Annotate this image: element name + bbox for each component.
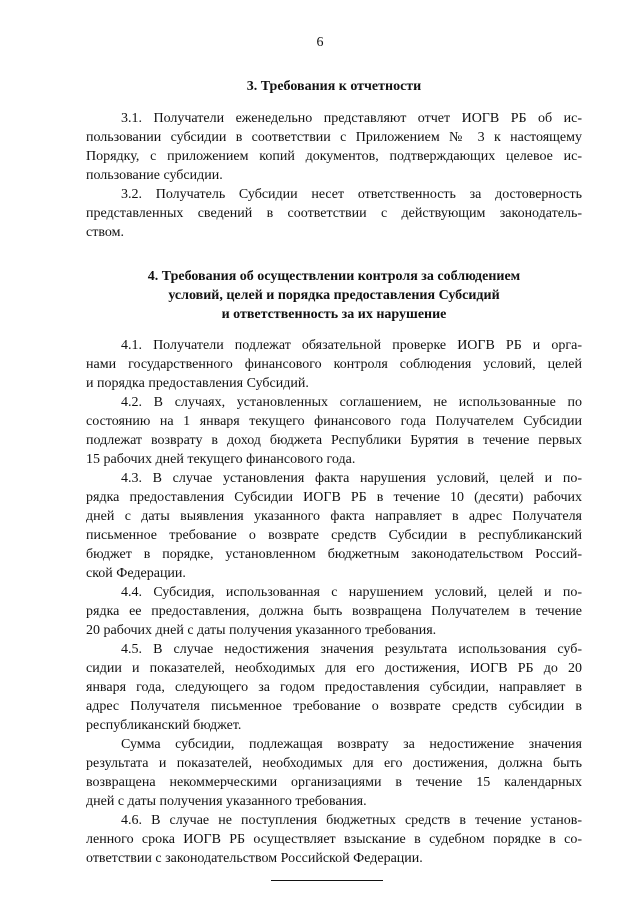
paragraph-line: возвращена некоммерческими организациями в течение 15 календарных [86,775,582,790]
paragraph-line: ской Федерации. [86,566,186,581]
paragraph-line: 3.2. Получатель Субсидии несет ответственность за достоверность [121,187,582,202]
paragraph-line: 3.1. Получатели еженедельно представляют отчет ИОГВ РБ об ис- [121,111,582,126]
page-number: 6 [316,35,324,50]
paragraph-line: бюджет в порядке, установленном бюджетным законодательством Россий- [86,547,582,562]
paragraph-line: нами государственного финансового контроля соблюдения условий, целей [86,357,582,372]
paragraph-line: результата и показателей, необходимых для его достижения, должна быть [86,756,582,771]
paragraph-line: ленного срока ИОГВ РБ осуществляет взыскание в судебном порядке в со- [86,832,582,847]
paragraph-line: Порядку, с приложением копий документов, подтверждающих целевое ис- [86,149,582,164]
paragraph-line: ством. [86,225,124,240]
paragraph-line: 4.2. В случаях, установленных соглашением, не использованные по [121,395,582,410]
paragraph-line: сидии и показателей, необходимых для его достижения, ИОГВ РБ до 20 [86,661,582,676]
paragraph-line: пользование субсидии. [86,168,223,183]
paragraph-line: рядка ее предоставления, должна быть возвращена Получателем в течение [86,604,582,619]
section-4-heading-line: 4. Требования об осуществлении контроля за соблюдением [147,269,521,284]
paragraph-line: 4.5. В случае недостижения значения результата использования суб- [121,642,582,657]
paragraph-line: и порядка предоставления Субсидий. [86,376,309,391]
paragraph-line: 4.1. Получатели подлежат обязательной проверке ИОГВ РБ и орга- [121,338,582,353]
end-divider [271,880,383,881]
paragraph-line: ответствии с законодательством Российской Федерации. [86,851,423,866]
paragraph-line: дней с даты выявления указанного факта направляет в адрес Получателя [86,509,582,524]
paragraph-line: состоянию на 1 января текущего финансового года Получателем Субсидии [86,414,582,429]
paragraph-line: 20 рабочих дней с даты получения указанного требования. [86,623,437,638]
section-4-heading-line: и ответственность за их нарушение [221,307,447,322]
paragraph-line: 4.4. Субсидия, использованная с нарушением условий, целей и по- [121,585,582,600]
paragraph-line: января года, следующего за годом предоставления субсидии, направляет в [86,680,582,695]
paragraph-line: представленных сведений в соответствии с действующим законодатель- [86,206,582,221]
paragraph-line: рядка предоставления Субсидии ИОГВ РБ в течение 10 (десяти) рабочих [86,490,582,505]
paragraph-line: пользовании субсидии в соответствии с Приложением № 3 к настоящему [86,130,582,145]
paragraph-line: письменное требование о возврате средств Субсидии в республиканский [86,528,582,543]
paragraph-line: 4.3. В случае установления факта нарушения условий, целей и по- [121,471,582,486]
paragraph-line: 15 рабочих дней текущего финансового года. [86,452,356,467]
section-4-heading-line: условий, целей и порядка предоставления Субсидий [168,288,500,303]
section-3-heading: 3. Требования к отчетности [246,79,422,94]
paragraph-line: республиканский бюджет. [86,718,242,733]
paragraph-line: дней с даты получения указанного требования. [86,794,367,809]
paragraph-line: подлежат возврату в доход бюджета Республики Бурятия в течение первых [86,433,582,448]
paragraph-line: 4.6. В случае не поступления бюджетных средств в течение установ- [121,813,582,828]
paragraph-line: Сумма субсидии, подлежащая возврату за недостижение значения [121,737,582,752]
paragraph-line: адрес Получателя письменное требование о возврате средств субсидии в [86,699,582,714]
